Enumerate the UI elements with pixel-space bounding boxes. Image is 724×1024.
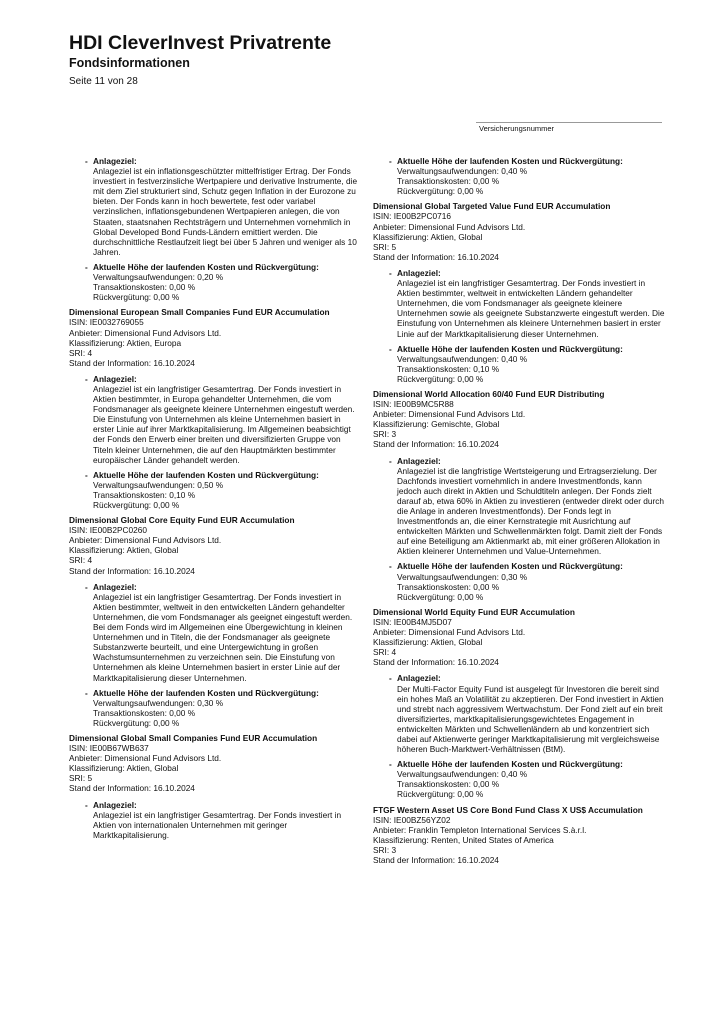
fund-klassifizierung: Klassifizierung: Renten, United States of America xyxy=(373,834,554,845)
kosten-block xyxy=(69,470,359,510)
fund-entry xyxy=(373,607,665,668)
bullet-dash: - xyxy=(85,373,88,384)
verwaltung-line: Verwaltungsaufwendungen: 0,40 % xyxy=(397,353,528,364)
document-subtitle: Fondsinformationen xyxy=(69,56,190,70)
bullet-dash: - xyxy=(85,469,88,480)
transaktion-line: Transaktionskosten: 0,00 % xyxy=(397,581,500,592)
verwaltung-line: Verwaltungsaufwendungen: 0,20 % xyxy=(93,272,224,283)
bullet-dash: - xyxy=(389,156,392,166)
anlageziel-block xyxy=(69,582,359,683)
fund-sri: SRI: 4 xyxy=(69,347,93,358)
kosten-block xyxy=(373,344,665,384)
fund-sri: SRI: 3 xyxy=(373,844,397,855)
fund-klassifizierung: Klassifizierung: Aktien, Global xyxy=(69,545,179,556)
anlageziel-label: Anlageziel: xyxy=(93,581,137,592)
anlageziel-text: Anlageziel ist ein inflationsgeschützter mittelfristiger Ertrag. Der Fonds investiert in festverzinsliche Wertpapiere und derivative Instrumente, die mit dem Ziel strukturiert sind, Schutz gegen Inflation in der Eurozone zu bieten. Der Fonds kann in hoch bewertete, fest oder variabel verzinslichen, inflationsgebundenen Wertpapieren anlegen, die von Staaten, staatsnahen Rechtsträgern und Unternehmen vornehmlich in Global Developed Bond Funds-Ländern emittiert werden. Die durchschnittliche Restlaufzeit liegt bei über 5 Jahren und weniger als 10 Jahren. xyxy=(93,166,358,257)
fund-name: Dimensional World Allocation 60/40 Fund EUR Distributing xyxy=(373,388,605,399)
anlageziel-block xyxy=(69,156,359,257)
fund-name: Dimensional Global Small Companies Fund EUR Accumulation xyxy=(69,732,318,743)
fund-name: Dimensional World Equity Fund EUR Accumulation xyxy=(373,606,575,617)
transaktion-line: Transaktionskosten: 0,10 % xyxy=(397,363,500,374)
kosten-label: Aktuelle Höhe der laufenden Kosten und Rückvergütung: xyxy=(397,156,623,166)
bullet-dash: - xyxy=(85,156,88,166)
anlageziel-text: Anlageziel ist die langfristige Wertsteigerung und Ertragserzielung. Der Dachfonds investiert vornehmlich in andere Investmentfonds, kann jedoch auch direkt in Aktien und Schuldtiteln anlegen. Der Fonds zielt darauf ab, etwa 60% in Aktien zu investieren (entweder direkt oder durch die Anlage in anderen Investmentfonds). Der Fonds legt in Investmentfonds an, die einer Kernstrategie mit Ausrichtung auf entwickelten Märkten und Schwellenmärkten folgt. Damit zielt der Fonds auf eine Beteiligung am Aktienmarkt ab, mit einer größeren Allokation in Aktien kleinerer Unternehmen und Value-Unternehmen. xyxy=(397,465,665,557)
kosten-label: Aktuelle Höhe der laufenden Kosten und Rückvergütung: xyxy=(397,759,623,770)
fund-klassifizierung: Klassifizierung: Aktien, Global xyxy=(373,637,483,648)
bullet-dash: - xyxy=(85,687,88,698)
fund-entry xyxy=(69,515,359,576)
anlageziel-label: Anlageziel: xyxy=(93,799,137,810)
right-column xyxy=(373,156,665,871)
fund-name: Dimensional Global Targeted Value Fund EUR Accumulation xyxy=(373,201,611,212)
fund-stand: Stand der Information: 16.10.2024 xyxy=(69,783,195,794)
fund-entry xyxy=(373,805,665,866)
fund-klassifizierung: Klassifizierung: Aktien, Global xyxy=(69,763,179,774)
bullet-dash: - xyxy=(85,799,88,810)
bullet-dash: - xyxy=(85,581,88,592)
fund-isin: ISIN: IE00B9MC5R88 xyxy=(373,399,454,410)
verwaltung-line: Verwaltungsaufwendungen: 0,30 % xyxy=(93,697,224,708)
bullet-dash: - xyxy=(389,673,392,684)
anlageziel-label: Anlageziel: xyxy=(397,673,441,684)
anlageziel-text: Anlageziel ist ein langfristiger Gesamtertrag. Der Fonds investiert in Aktien von internationalen Unternehmen mit geringer Marktkapitalisierung. xyxy=(93,809,342,840)
fund-name: Dimensional European Small Companies Fund EUR Accumulation xyxy=(69,307,330,318)
fund-name: Dimensional Global Core Equity Fund EUR Accumulation xyxy=(69,515,295,526)
anlageziel-block xyxy=(69,800,359,840)
kosten-label: Aktuelle Höhe der laufenden Kosten und Rückvergütung: xyxy=(93,687,319,698)
fund-entry xyxy=(69,733,359,794)
fund-entry xyxy=(373,389,665,450)
anlageziel-block xyxy=(373,268,665,339)
fund-sri: SRI: 5 xyxy=(69,773,93,784)
anlageziel-block xyxy=(69,374,359,465)
fund-isin: ISIN: IE00B2PC0716 xyxy=(373,211,451,222)
transaktion-line: Transaktionskosten: 0,00 % xyxy=(397,176,500,187)
verwaltung-line: Verwaltungsaufwendungen: 0,40 % xyxy=(397,769,528,780)
bullet-dash: - xyxy=(389,561,392,572)
fund-isin: ISIN: IE00B4MJ5D07 xyxy=(373,616,452,627)
transaktion-line: Transaktionskosten: 0,00 % xyxy=(397,779,500,790)
fund-entry xyxy=(69,307,359,368)
rueckverguetung-line: Rückvergütung: 0,00 % xyxy=(93,717,180,728)
anlageziel-text: Anlageziel ist ein langfristiger Gesamtertrag. Der Fonds investiert in Aktien bestimmter, in Europa gehandelter Unternehmen, die vom Fondsmanager als geeignete kleinere Unternehmen eingestuft werden. Die Einstufung von Unternehmen als kleine Unternehmen basiert in erster Linie auf ihrer Marktkapitalisierung. Im Allgemeinen beabsichtigt der Fonds den Erwerb einer breiten und diversifizierten Gruppe von Titeln kleiner Unternehmen, die auf den Hauptmärkten bestimmter europäischer Länder gehandelt werden. xyxy=(93,383,355,465)
verwaltung-line: Verwaltungsaufwendungen: 0,50 % xyxy=(93,479,224,490)
fund-anbieter: Anbieter: Dimensional Fund Advisors Ltd. xyxy=(69,327,222,338)
fund-isin: ISIN: IE00B67WB637 xyxy=(69,743,149,754)
transaktion-line: Transaktionskosten: 0,00 % xyxy=(93,282,196,293)
document-title: HDI CleverInvest Privatrente xyxy=(69,32,332,54)
rueckverguetung-line: Rückvergütung: 0,00 % xyxy=(397,591,484,602)
fund-name: FTGF Western Asset US Core Bond Fund Class X US$ Accumulation xyxy=(373,804,643,815)
fund-stand: Stand der Information: 16.10.2024 xyxy=(373,657,499,668)
rueckverguetung-line: Rückvergütung: 0,00 % xyxy=(93,500,180,510)
fund-anbieter: Anbieter: Dimensional Fund Advisors Ltd. xyxy=(373,221,526,232)
rueckverguetung-line: Rückvergütung: 0,00 % xyxy=(397,373,484,384)
page-number: Seite 11 von 28 xyxy=(69,76,138,87)
kosten-block xyxy=(69,262,359,302)
bullet-dash: - xyxy=(389,759,392,770)
fund-sri: SRI: 4 xyxy=(373,647,397,658)
bullet-dash: - xyxy=(389,267,392,278)
fund-stand: Stand der Information: 16.10.2024 xyxy=(69,357,195,368)
kosten-label: Aktuelle Höhe der laufenden Kosten und Rückvergütung: xyxy=(93,261,319,272)
transaktion-line: Transaktionskosten: 0,00 % xyxy=(93,707,196,718)
verwaltung-line: Verwaltungsaufwendungen: 0,30 % xyxy=(397,571,528,582)
kosten-block xyxy=(373,156,665,196)
anlageziel-text: Anlageziel ist ein langfristiger Gesamtertrag. Der Fonds investiert in Aktien bestimmter, weltweit in entwickelten Ländern gehandelter Unternehmen, die vom Fondsmanager als geeignete kleinere Unternehmen sowie als geeignete Substanzwerte eingestuft werden. Die Einstufung von Unternehmen als kleinere Unternehmen basiert in erster Linie auf der Marktkapitalisierung dieser Unternehmen. xyxy=(397,278,665,339)
fund-anbieter: Anbieter: Franklin Templeton International Services S.à.r.l. xyxy=(373,824,587,835)
rueckverguetung-line: Rückvergütung: 0,00 % xyxy=(93,292,180,303)
fund-anbieter: Anbieter: Dimensional Fund Advisors Ltd. xyxy=(373,627,526,638)
fund-klassifizierung: Klassifizierung: Gemischte, Global xyxy=(373,419,500,430)
fund-stand: Stand der Information: 16.10.2024 xyxy=(373,855,499,865)
anlageziel-block xyxy=(373,673,665,754)
fund-sri: SRI: 4 xyxy=(69,555,93,566)
fund-klassifizierung: Klassifizierung: Aktien, Europa xyxy=(69,337,182,348)
verwaltung-line: Verwaltungsaufwendungen: 0,40 % xyxy=(397,166,528,177)
fund-anbieter: Anbieter: Dimensional Fund Advisors Ltd. xyxy=(69,535,222,546)
fund-isin: ISIN: IE00BZ56YZ02 xyxy=(373,814,451,825)
kosten-block xyxy=(373,759,665,799)
rueckverguetung-line: Rückvergütung: 0,00 % xyxy=(397,789,484,800)
fund-entry xyxy=(373,201,665,262)
anlageziel-text: Der Multi-Factor Equity Fund ist ausgelegt für Investoren die bereit sind ein hohes Maß an Volatilität zu akzeptieren. Der Fond investiert in Aktien und strebt nach aggressivem Wertwachstum. Der Fond zielt auf ein breit diversifiziertes, marktkapitalisierungsgewichtetes Engagement in entwickelten Märkten und Schwellenländern ab und konzentriert sich dabei auf Aktienwerte geringer Marktkapitalisierung mit vergleichsweise höheren Buch-Marktwert-Verhältnissen (BtM). xyxy=(397,683,664,755)
anlageziel-label: Anlageziel: xyxy=(93,373,137,384)
transaktion-line: Transaktionskosten: 0,10 % xyxy=(93,489,196,500)
kosten-block xyxy=(373,561,665,601)
kosten-label: Aktuelle Höhe der laufenden Kosten und Rückvergütung: xyxy=(397,343,623,354)
rueckverguetung-line: Rückvergütung: 0,00 % xyxy=(397,186,484,197)
fund-isin: ISIN: IE0032769055 xyxy=(69,317,144,328)
kosten-block xyxy=(69,688,359,728)
anlageziel-label: Anlageziel: xyxy=(397,455,441,466)
fund-stand: Stand der Information: 16.10.2024 xyxy=(373,439,499,450)
bullet-dash: - xyxy=(85,261,88,272)
fund-stand: Stand der Information: 16.10.2024 xyxy=(69,565,195,576)
fund-anbieter: Anbieter: Dimensional Fund Advisors Ltd. xyxy=(69,753,222,764)
fund-isin: ISIN: IE00B2PC0260 xyxy=(69,525,147,536)
anlageziel-label: Anlageziel: xyxy=(397,267,441,278)
bullet-dash: - xyxy=(389,343,392,354)
fund-stand: Stand der Information: 16.10.2024 xyxy=(373,251,499,262)
page-header xyxy=(69,32,331,90)
fund-anbieter: Anbieter: Dimensional Fund Advisors Ltd. xyxy=(373,409,526,420)
fund-klassifizierung: Klassifizierung: Aktien, Global xyxy=(373,231,483,242)
anlageziel-label: Anlageziel: xyxy=(93,156,137,166)
left-column xyxy=(69,156,359,845)
fund-sri: SRI: 3 xyxy=(373,429,397,440)
anlageziel-block xyxy=(373,456,665,557)
anlageziel-text: Anlageziel ist ein langfristiger Gesamtertrag. Der Fonds investiert in Aktien bestimmter, weltweit in den entwickelten Ländern gehandelter Unternehmen, die vom Fondsmanager als geeignet eingestuft werden. Bei dem Fonds wird im Allgemeinen eine Übergewichtung in kleinen Unternehmen und in Titeln, die der Fondsmanager als geeignete Substanzwerte beurteilt, und eine Untergewichtung in großen Wachstumsunternehmen zu verzeichnen sein. Die Einstufung von Unternehmen als kleine Unternehmen basiert in erster Linie auf der Marktkapitalisierung dieser Unternehmen. xyxy=(93,591,353,683)
fund-sri: SRI: 5 xyxy=(373,241,397,252)
kosten-label: Aktuelle Höhe der laufenden Kosten und Rückvergütung: xyxy=(93,469,319,480)
kosten-label: Aktuelle Höhe der laufenden Kosten und Rückvergütung: xyxy=(397,561,623,572)
bullet-dash: - xyxy=(389,455,392,466)
versicherungsnummer-field: Versicherungsnummer xyxy=(476,122,662,133)
